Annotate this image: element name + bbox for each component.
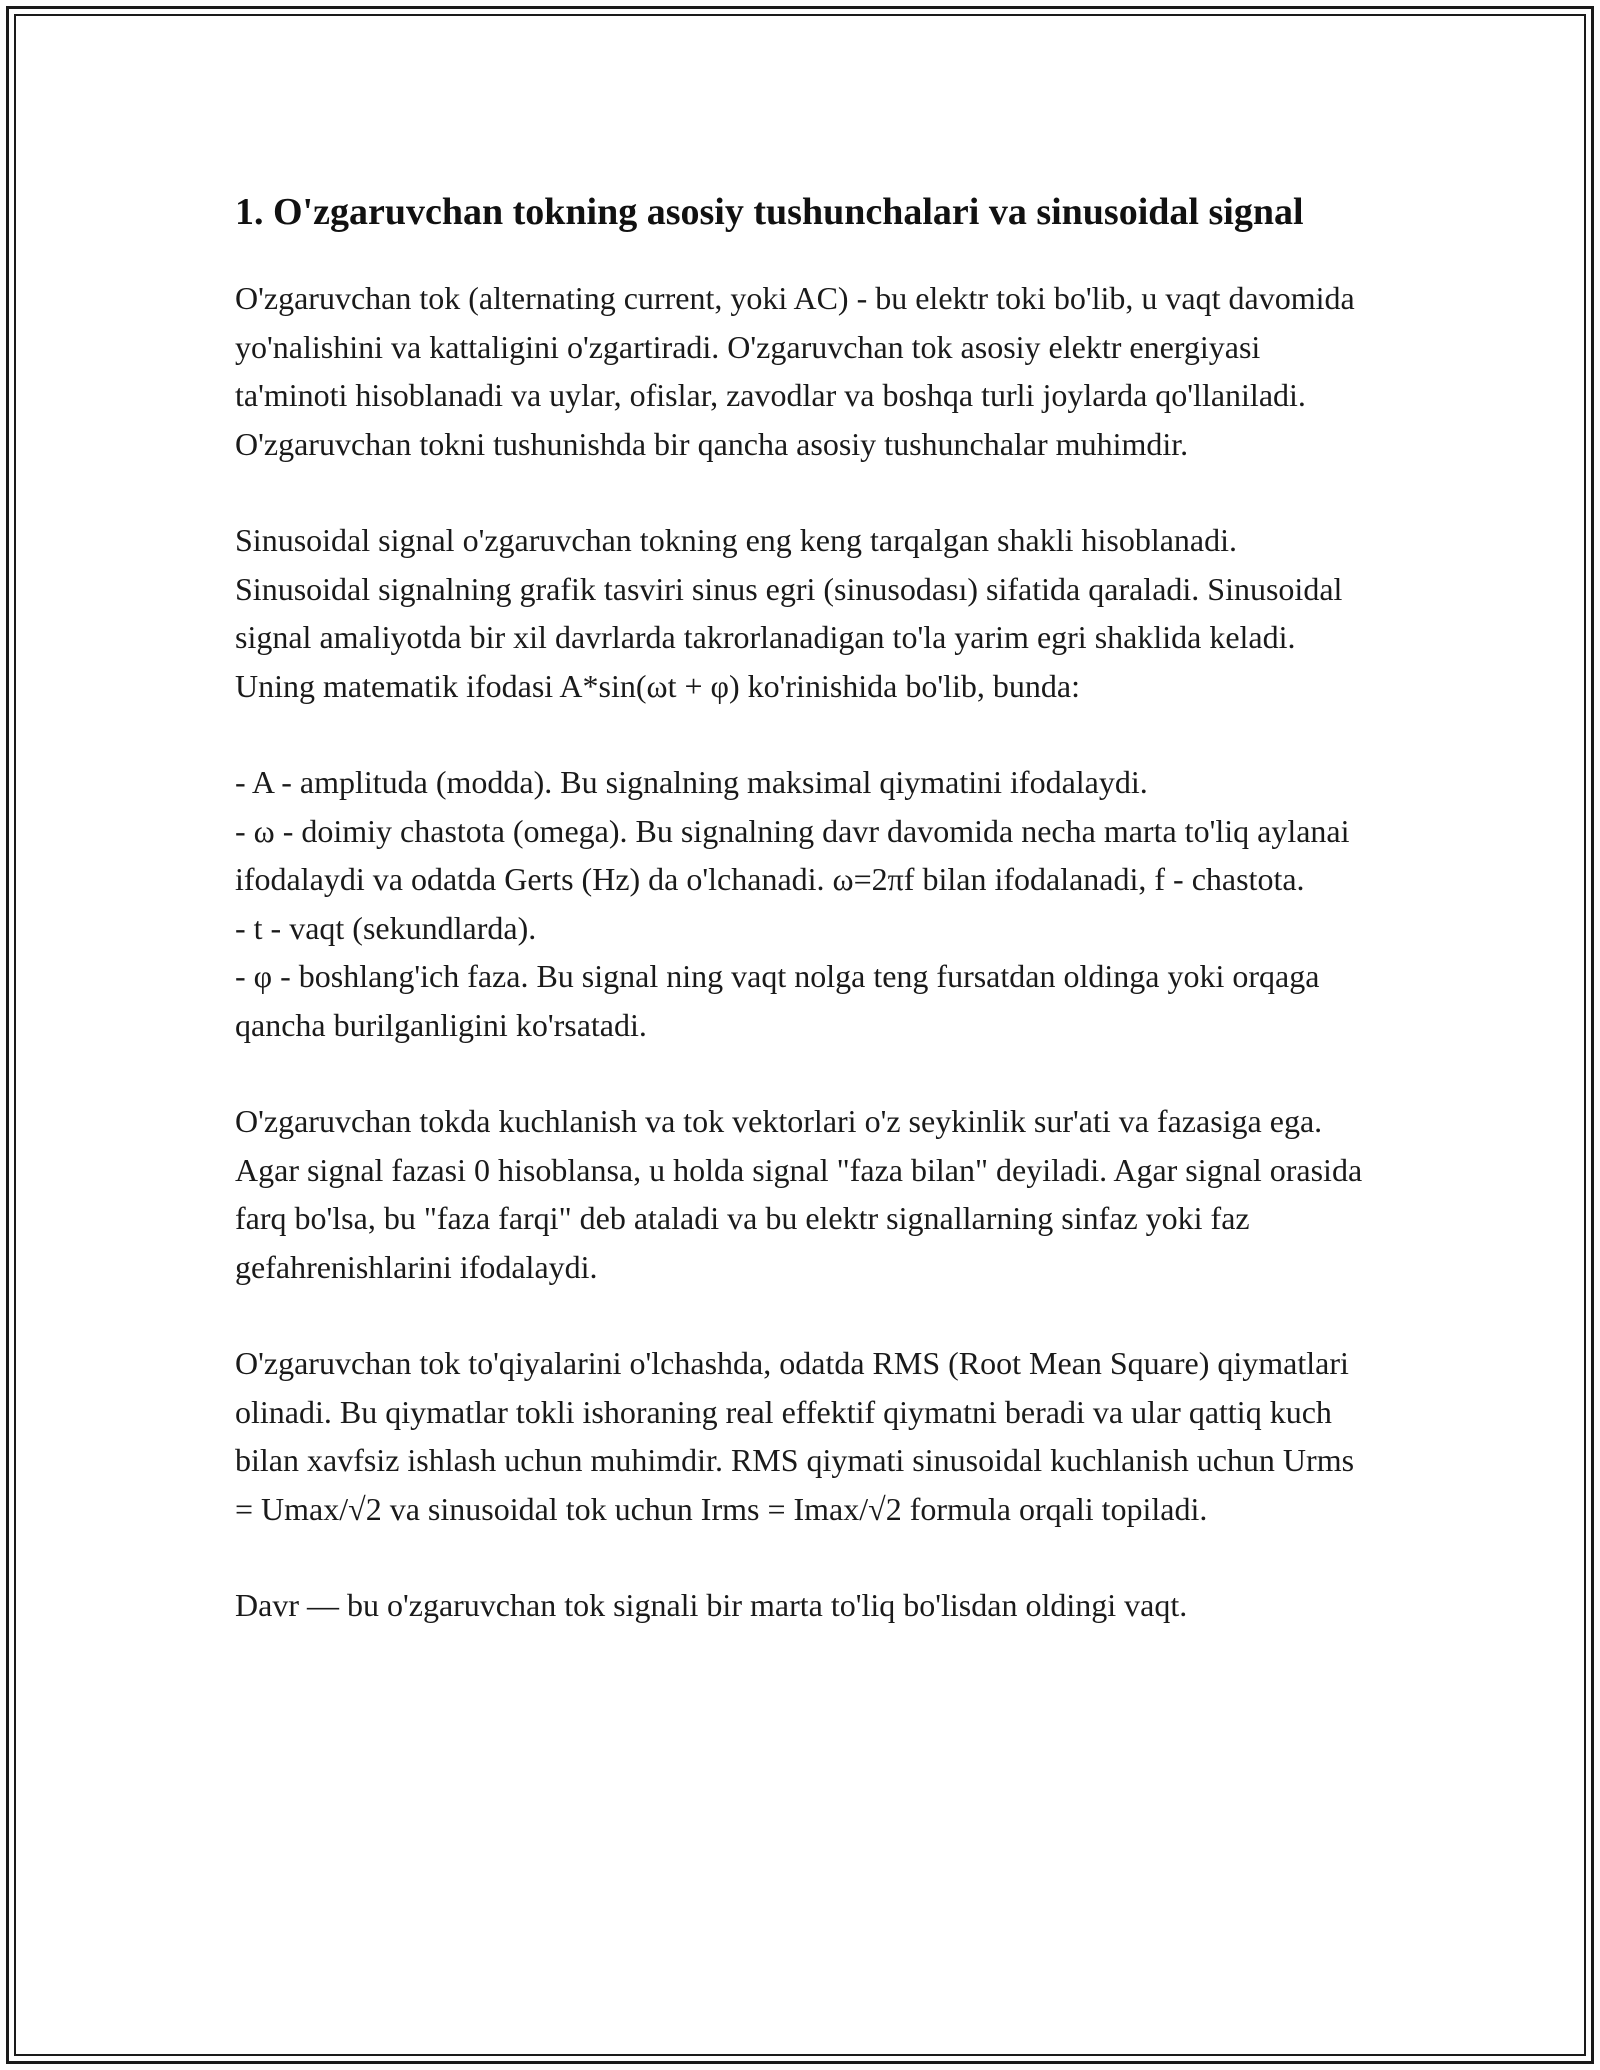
list-item-frequency: - ω - doimiy chastota (omega). Bu signalning davr davomida necha marta to'liq aylanai ifodalaydi va odatda Gerts (Hz) da o'lchanadi. ω=2πf bilan ifodalanadi, f - chastota. — [235, 812, 1350, 897]
paragraph-period: Davr — bu o'zgaruvchan tok signali bir marta to'liq bo'lisdan oldingi vaqt. — [235, 1587, 1188, 1623]
paragraph-sinusoidal: Sinusoidal signal o'zgaruvchan tokning eng keng tarqalgan shakli hisoblanadi. Sinusoidal signalning grafik tasviri sinus egri (sinusodası) sifatida qaraladi. Sinusoidal signal amaliyotda bir xil davrlarda takrorlanadigan to'la yarim egri shaklida keladi. Uning matematik ifodasi A*sin(ωt + φ) ko'rinishida bo'lib, bunda: — [235, 522, 1343, 704]
paragraph-phase: O'zgaruvchan tokda kuchlanish va tok vektorlari o'z seykinlik sur'ati va fazasiga ega. Agar signal fazasi 0 hisoblansa, u holda signal "faza bilan" deyiladi. Agar signal orasida farq bo'lsa, bu "faza farqi" deb ataladi va bu elektr signallarning sinfaz yoki faz gefahrenishlarini ifodalaydi. — [235, 1103, 1363, 1285]
paragraph-intro: O'zgaruvchan tok (alternating current, yoki AC) - bu elektr toki bo'lib, u vaqt davomida yo'nalishini va kattaligini o'zgartiradi. O'zgaruvchan tok asosiy elektr energiyasi ta'minoti hisoblanadi va uylar, ofislar, zavodlar va boshqa turli joylarda qo'llaniladi. O'zgaruvchan tokni tushunishda bir qancha asosiy tushunchalar muhimdir. — [235, 280, 1355, 462]
section-title: 1. O'zgaruvchan tokning asosiy tushunchalari va sinusoidal signal — [235, 191, 1304, 233]
document-body — [235, 185, 1375, 1678]
list-item-time: - t - vaqt (sekundlarda). — [235, 909, 537, 946]
list-item-phase: - φ - boshlang'ich faza. Bu signal ning vaqt nolga teng fursatdan oldinga yoki orqaga qancha burilganligini ko'rsatadi. — [235, 958, 1320, 1043]
definition-list — [235, 758, 1375, 1049]
list-item-amplitude: - A - amplituda (modda). Bu signalning maksimal qiymatini ifodalaydi. — [235, 764, 1148, 800]
paragraph-rms: O'zgaruvchan tok to'qiyalarini o'lchashda, odatda RMS (Root Mean Square) qiymatlari olinadi. Bu qiymatlar tokli ishoraning real effektif qiymatni beradi va ular qattiq kuch bilan xavfsiz ishlash uchun muhimdir. RMS qiymati sinusoidal kuchlanish uchun Urms = Umax/√2 va sinusoidal tok uchun Irms = Imax/√2 formula orqali topiladi. — [235, 1345, 1355, 1527]
